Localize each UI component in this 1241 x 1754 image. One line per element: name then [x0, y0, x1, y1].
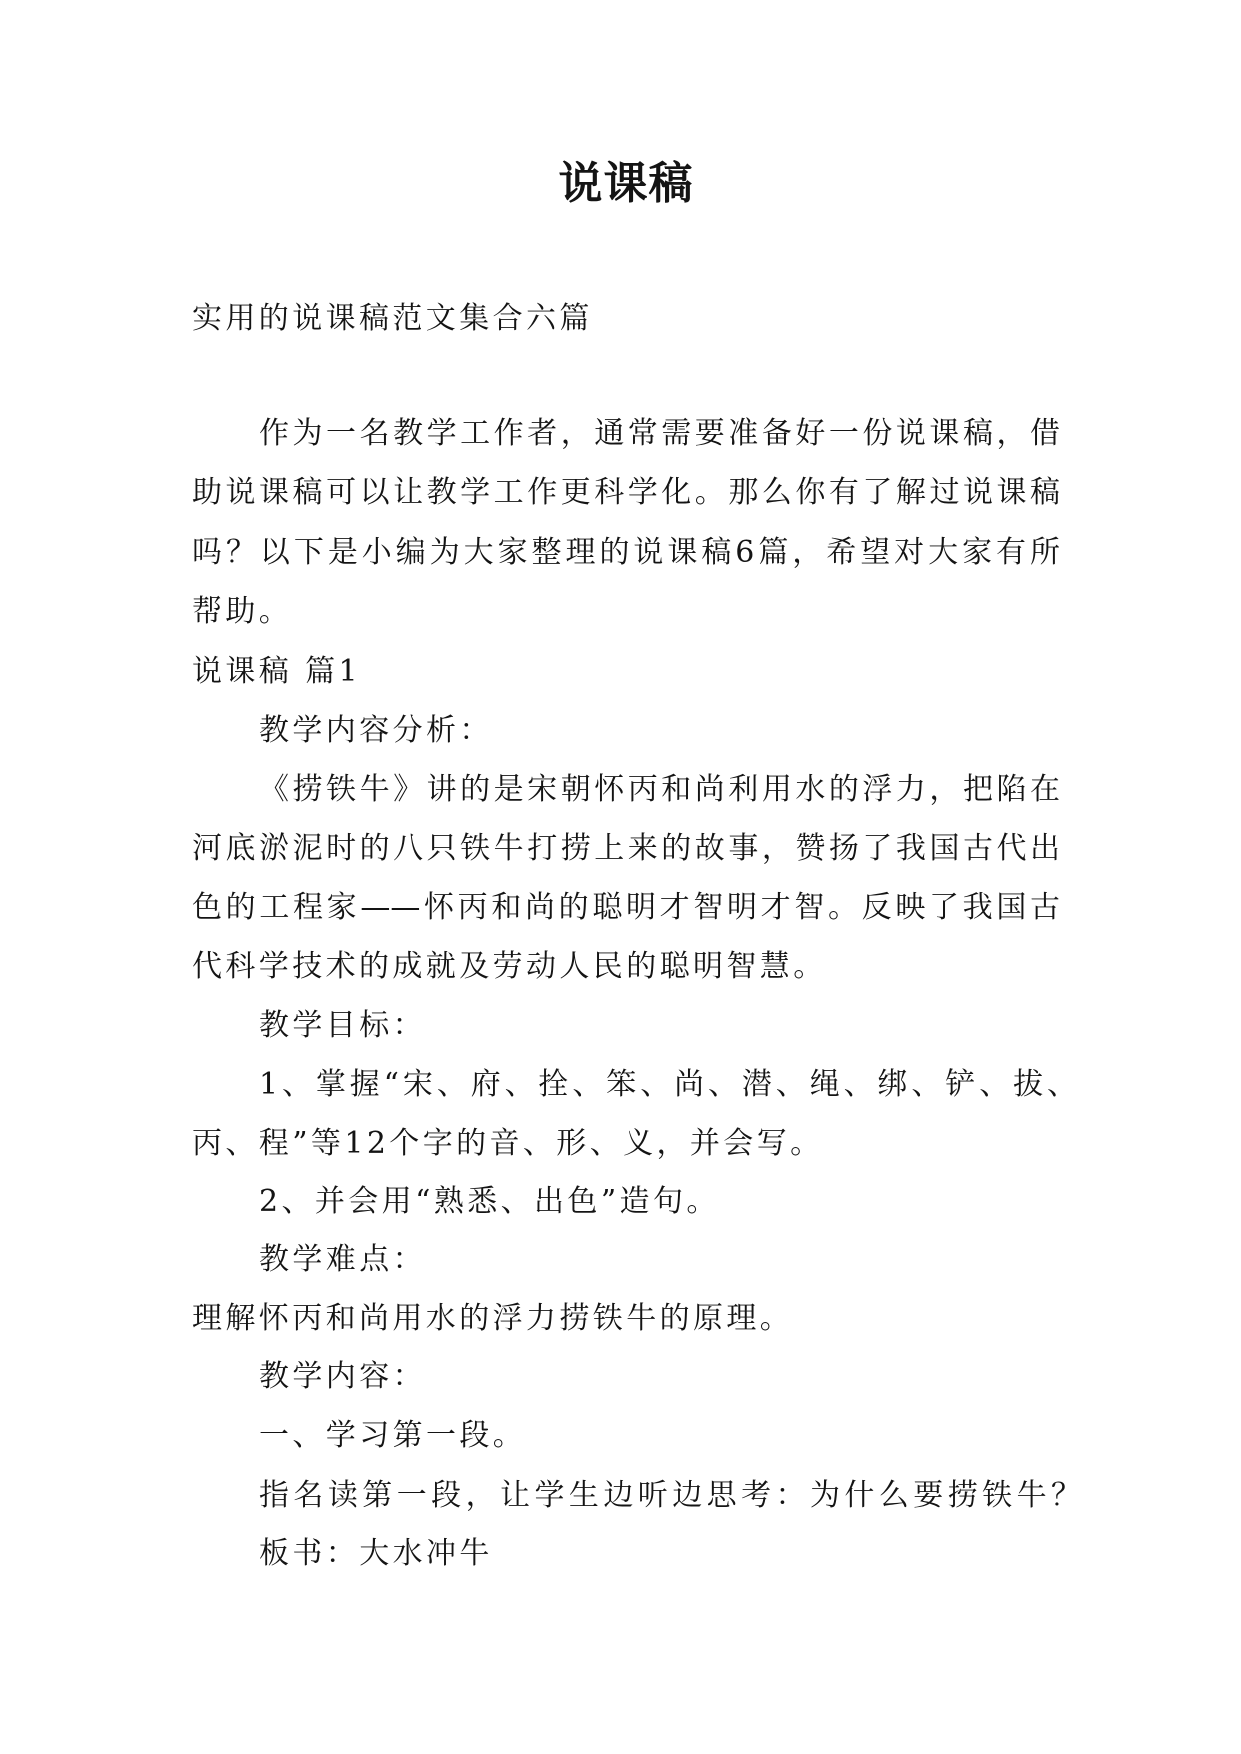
subheading-content: 教学内容： — [259, 1359, 426, 1394]
subheading-difficulty: 教学难点： — [259, 1242, 426, 1277]
subheading-goals: 教学目标： — [259, 1008, 426, 1043]
blackboard-note: 板书：大水冲牛 — [259, 1536, 493, 1571]
goal-item: 2、并会用“熟悉、出色”造句。 — [259, 1184, 720, 1219]
paragraph-line: 代科学技术的成就及劳动人民的聪明智慧。 — [192, 949, 827, 984]
paragraph-line: 色的工程家——怀丙和尚的聪明才智明才智。反映了我国古 — [192, 890, 1060, 925]
document-title: 说课稿 — [558, 158, 694, 209]
document-subtitle: 实用的说课稿范文集合六篇 — [192, 301, 593, 336]
intro-line: 吗？以下是小编为大家整理的说课稿6篇，希望对大家有所 — [192, 535, 1060, 570]
intro-line: 助说课稿可以让教学工作更科学化。那么你有了解过说课稿 — [192, 475, 1060, 510]
intro-line: 作为一名教学工作者，通常需要准备好一份说课稿，借 — [259, 416, 1060, 451]
subheading-content-analysis: 教学内容分析： — [259, 713, 493, 748]
goal-item: 1、掌握“宋、府、拴、笨、尚、潜、绳、绑、铲、拔、 — [259, 1067, 1077, 1102]
paragraph-line: 理解怀丙和尚用水的浮力捞铁牛的原理。 — [192, 1301, 794, 1336]
goal-item: 丙、程”等12个字的音、形、义，并会写。 — [192, 1126, 824, 1161]
paragraph-line: 《捞铁牛》讲的是宋朝怀丙和尚利用水的浮力，把陷在 — [259, 772, 1060, 807]
paragraph-line: 河底淤泥时的八只铁牛打捞上来的故事，赞扬了我国古代出 — [192, 831, 1060, 866]
section-heading: 说课稿 篇1 — [192, 654, 362, 689]
paragraph-line: 指名读第一段，让学生边听边思考：为什么要捞铁牛？ — [259, 1478, 1081, 1513]
step-heading: 一、学习第一段。 — [259, 1418, 527, 1453]
intro-line: 帮助。 — [192, 594, 293, 629]
